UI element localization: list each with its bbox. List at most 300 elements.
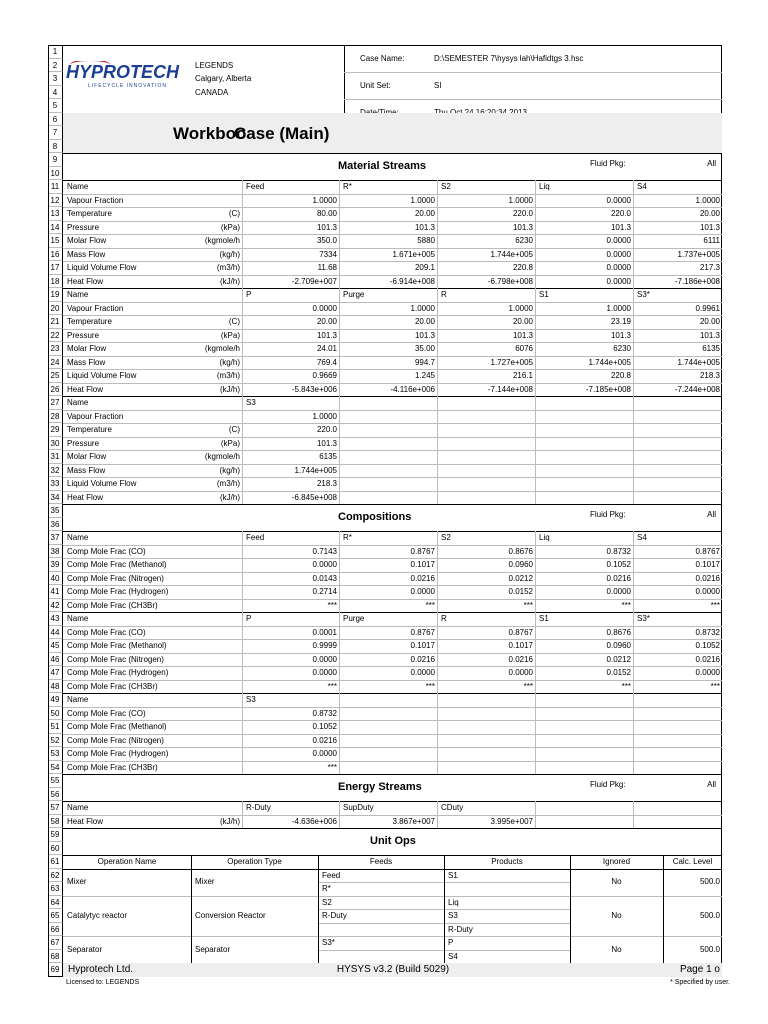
operation-ignored: No [611, 911, 622, 920]
property-label: Heat Flow [67, 492, 104, 502]
stream-name: R* [343, 182, 352, 191]
composition-value [633, 720, 722, 734]
stream-value [437, 477, 535, 491]
stream-value: 1.744e+005 [294, 465, 337, 475]
logo-tagline: LIFECYCLE INNOVATION [88, 82, 167, 89]
composition-value: 0.0000 [606, 587, 631, 596]
property-label: Liquid Volume Flow [67, 371, 137, 380]
composition-value [535, 747, 633, 761]
composition-value [437, 707, 535, 721]
stream-value: 11.68 [317, 263, 337, 272]
row-number: 13 [48, 207, 63, 221]
stream-name: S4 [637, 533, 647, 542]
row-label: Name [67, 182, 89, 191]
fluid-pkg-label: Fluid Pkg: [590, 159, 626, 169]
hyprotech-logo [66, 61, 186, 95]
stream-name: S3 [246, 695, 256, 704]
stream-value [535, 450, 633, 464]
row-number: 26 [48, 383, 63, 397]
composition-value [633, 707, 722, 721]
grid-line [191, 855, 192, 963]
row-number: 19 [48, 288, 63, 302]
row-number: 55 [48, 774, 63, 788]
property-label: Liquid Volume Flow [67, 479, 137, 488]
stream-value: 6230 [515, 236, 533, 245]
energy-stream-value [633, 815, 722, 829]
stream-name: S2 [441, 182, 451, 191]
row-number: 27 [48, 396, 63, 410]
composition-value: 0.0000 [695, 668, 720, 677]
operation-calc-level: 500.0 [699, 944, 720, 954]
energy-stream-name: SupDuty [343, 803, 374, 812]
operation-type: Separator [195, 944, 231, 954]
stream-value: 101.3 [699, 222, 720, 232]
composition-value: 0.1052 [312, 722, 337, 731]
composition-value: *** [621, 600, 631, 610]
stream-value [339, 410, 437, 424]
header-field-value: SI [434, 80, 442, 90]
operation-product: S3 [448, 911, 458, 920]
stream-value: 23.19 [610, 317, 631, 326]
workbook-sheet [48, 45, 730, 986]
stream-name: S4 [637, 182, 647, 191]
operation-calc-level: 500.0 [699, 911, 720, 920]
stream-value: 6111 [703, 236, 720, 245]
title-band [63, 113, 722, 154]
composition-value: 0.0000 [508, 668, 533, 677]
stream-value [339, 450, 437, 464]
property-label: Mass Flow [67, 357, 106, 367]
stream-name: S3* [637, 614, 650, 623]
stream-value [535, 464, 633, 478]
property-label: Molar Flow [67, 344, 107, 353]
company-line: Calgary, Alberta [195, 74, 252, 83]
row-number: 48 [48, 680, 63, 694]
property-unit: (C) [228, 209, 240, 218]
stream-value: 209.1 [414, 263, 435, 272]
logo-text: HYPROTECH [66, 61, 180, 82]
footer-right: Page 1 o [679, 964, 720, 975]
stream-value: 101.3 [610, 330, 631, 340]
stream-value: 101.3 [316, 222, 337, 232]
stream-value: 220.0 [316, 425, 337, 434]
composition-value: *** [327, 681, 337, 691]
composition-value: 0.8767 [695, 546, 720, 556]
composition-value [535, 707, 633, 721]
stream-value [437, 464, 535, 478]
stream-value: 80.00 [316, 209, 337, 218]
property-unit: (m3/h) [216, 479, 240, 488]
composition-value [633, 747, 722, 761]
stream-value: 20.00 [414, 317, 435, 326]
footer-center: HYSYS v3.2 (Build 5029) [336, 964, 450, 975]
energy-stream-name [635, 801, 720, 815]
stream-value [633, 423, 722, 437]
row-number: 67 [48, 936, 63, 950]
operation-feed [320, 923, 442, 937]
row-number: 47 [48, 666, 63, 680]
stream-name: Feed [246, 533, 265, 542]
composition-value: 0.0001 [312, 627, 337, 637]
row-number: 49 [48, 693, 63, 707]
property-label: Temperature [67, 425, 112, 434]
row-number: 58 [48, 815, 63, 829]
stream-name: S3* [637, 290, 650, 299]
fluid-pkg-label: Fluid Pkg: [590, 780, 626, 790]
property-unit: (kJ/h) [220, 816, 240, 826]
stream-name: S1 [539, 614, 549, 623]
composition-value: 0.9999 [312, 641, 337, 650]
grid-line [63, 153, 722, 154]
property-unit: (m3/h) [216, 371, 240, 380]
composition-label: Comp Mole Frac (Methanol) [67, 641, 167, 650]
stream-value: 1.245 [414, 371, 435, 380]
row-number: 60 [48, 842, 63, 856]
composition-label: Comp Mole Frac (CO) [67, 708, 146, 718]
composition-label: Comp Mole Frac (Hydrogen) [67, 749, 169, 758]
grid-line [63, 504, 722, 505]
company-line: CANADA [195, 87, 229, 97]
unit-ops-header: Feeds [369, 857, 393, 866]
operation-product: S4 [448, 951, 458, 961]
property-label: Heat Flow [67, 276, 104, 286]
composition-value: 0.1017 [508, 641, 533, 650]
row-number: 62 [48, 869, 63, 883]
property-label: Vapour Fraction [67, 303, 124, 313]
stream-value [437, 423, 535, 437]
composition-value [437, 761, 535, 775]
composition-value [535, 720, 633, 734]
row-number: 42 [48, 599, 63, 613]
operation-feed: Feed [322, 870, 341, 880]
stream-value: 0.9669 [312, 371, 337, 380]
stream-value: 350.0 [316, 236, 337, 245]
property-unit [188, 302, 242, 316]
stream-value: 216.1 [512, 371, 533, 380]
energy-stream-value: 3.995e+007 [490, 816, 533, 826]
property-label: Liquid Volume Flow [67, 263, 137, 272]
property-unit: (m3/h) [216, 263, 240, 272]
composition-value: 0.1017 [410, 560, 435, 569]
stream-value: 0.0000 [606, 276, 631, 286]
row-number: 22 [48, 329, 63, 343]
composition-value: *** [327, 762, 337, 772]
stream-value: 218.3 [699, 371, 720, 380]
row-number: 31 [48, 450, 63, 464]
energy-stream-value: -4.636e+006 [291, 816, 337, 826]
property-unit [188, 410, 242, 424]
composition-value: *** [621, 681, 631, 691]
row-number: 20 [48, 302, 63, 316]
composition-value [339, 747, 437, 761]
energy-stream-value: 3.867e+007 [392, 816, 435, 826]
composition-value: 0.8676 [508, 546, 533, 556]
stream-value: -5.843e+006 [291, 384, 337, 394]
stream-value: 20.00 [699, 317, 720, 326]
row-number: 54 [48, 761, 63, 775]
grid-line [570, 855, 571, 963]
stream-value: 1.727e+005 [490, 357, 533, 367]
property-unit: (kJ/h) [220, 276, 240, 286]
stream-name [341, 693, 435, 707]
operation-feed: R* [322, 884, 331, 893]
operation-name: Separator [67, 944, 103, 954]
unit-ops-header: Products [491, 857, 523, 866]
composition-value: 0.0143 [312, 573, 337, 583]
composition-value: *** [327, 600, 337, 610]
company-line: LEGENDS [195, 60, 234, 70]
grid-line [344, 72, 722, 73]
stream-value: 0.9961 [695, 303, 720, 313]
operation-feed [320, 950, 442, 964]
stream-value: 35.00 [414, 344, 435, 353]
stream-value: 101.3 [414, 222, 435, 232]
composition-value: 0.8676 [606, 627, 631, 637]
stream-value: 6135 [702, 344, 720, 353]
property-label: Vapour Fraction [67, 411, 124, 421]
row-number: 3 [48, 72, 63, 86]
stream-value [339, 477, 437, 491]
property-unit [188, 194, 242, 208]
row-number: 4 [48, 86, 63, 100]
property-label: Temperature [67, 317, 112, 326]
row-label: Name [67, 398, 89, 407]
energy-stream-name: CDuty [441, 803, 464, 812]
composition-value: 0.0152 [606, 668, 631, 677]
composition-value: 0.0216 [695, 573, 720, 583]
section-title-material-streams: Material Streams [338, 159, 427, 172]
row-number: 53 [48, 747, 63, 761]
row-number: 63 [48, 882, 63, 896]
stream-name: P [246, 290, 252, 299]
operation-feed: S2 [322, 897, 332, 907]
row-number: 8 [48, 140, 63, 154]
composition-label: Comp Mole Frac (Nitrogen) [67, 735, 164, 745]
unit-ops-header: Operation Name [97, 857, 157, 866]
row-number: 66 [48, 923, 63, 937]
specified-by-user: * Specified by user. [670, 978, 730, 986]
composition-label: Comp Mole Frac (Hydrogen) [67, 587, 169, 596]
composition-value: 0.0000 [312, 749, 337, 758]
grid-line [344, 99, 722, 100]
stream-name [341, 396, 435, 410]
composition-value: 0.0212 [606, 654, 631, 664]
row-number: 5 [48, 99, 63, 113]
row-label: Name [67, 290, 89, 299]
composition-value: 0.0000 [410, 587, 435, 596]
row-number: 21 [48, 315, 63, 329]
composition-value: *** [425, 681, 435, 691]
fluid-pkg-label: Fluid Pkg: [590, 510, 626, 520]
composition-value: 0.0216 [695, 654, 720, 664]
stream-name: Liq [539, 182, 550, 191]
property-unit: (kgmole/h [204, 452, 240, 461]
stream-value: 1.0000 [410, 195, 435, 205]
row-number: 32 [48, 464, 63, 478]
stream-value: 20.00 [316, 317, 337, 326]
stream-value: 994.7 [414, 357, 435, 367]
composition-value: 0.0216 [508, 654, 533, 664]
stream-value: 0.0000 [312, 303, 337, 313]
stream-value: 1.744e+005 [588, 357, 631, 367]
stream-value: 0.0000 [606, 195, 631, 205]
row-number: 17 [48, 261, 63, 275]
stream-value [535, 410, 633, 424]
row-number: 15 [48, 234, 63, 248]
row-label: Name [67, 803, 89, 812]
property-unit: (kg/h) [219, 357, 240, 367]
property-label: Temperature [67, 209, 112, 218]
composition-value: 0.0000 [410, 668, 435, 677]
stream-value: 1.0000 [312, 411, 337, 421]
stream-value: -2.709e+007 [291, 276, 337, 286]
composition-label: Comp Mole Frac (Nitrogen) [67, 654, 164, 664]
row-number: 39 [48, 558, 63, 572]
stream-value [339, 437, 437, 451]
unit-ops-header: Calc. Level [672, 857, 713, 866]
footer-left: Hyprotech Ltd. [68, 964, 134, 975]
stream-value: 1.0000 [508, 195, 533, 205]
row-label: Name [67, 614, 89, 623]
stream-name: R* [343, 533, 352, 542]
composition-value: 0.7143 [312, 546, 337, 556]
composition-value: 0.2714 [312, 587, 337, 596]
stream-value: 217.3 [699, 263, 720, 272]
row-number: 61 [48, 855, 63, 869]
stream-value [339, 491, 437, 505]
row-number: 30 [48, 437, 63, 451]
composition-label: Comp Mole Frac (Methanol) [67, 560, 167, 569]
operation-type: Mixer [195, 877, 215, 887]
property-unit: (kJ/h) [220, 384, 240, 394]
composition-label: Comp Mole Frac (CH3Br) [67, 681, 158, 691]
stream-value [339, 464, 437, 478]
row-number: 16 [48, 248, 63, 262]
row-number: 38 [48, 545, 63, 559]
composition-value: 0.0960 [508, 560, 533, 569]
workbook-title: Workboo [173, 124, 247, 143]
stream-value: 6076 [515, 344, 533, 353]
row-number: 1 [48, 45, 63, 59]
property-label: Heat Flow [67, 384, 104, 394]
operation-name: Catalytyc reactor [67, 911, 128, 920]
stream-value: 24.01 [316, 344, 337, 353]
row-number: 52 [48, 734, 63, 748]
composition-value: 0.1052 [606, 560, 631, 569]
composition-value [437, 720, 535, 734]
stream-value: -6.798e+008 [487, 276, 533, 286]
unit-ops-header: Operation Type [227, 857, 282, 866]
row-number: 65 [48, 909, 63, 923]
stream-name: S1 [539, 290, 549, 299]
operation-product: P [448, 938, 454, 947]
row-number: 37 [48, 531, 63, 545]
stream-name: R [441, 290, 447, 299]
stream-value [535, 437, 633, 451]
header-field-label: Case Name: [360, 53, 405, 63]
row-number: 12 [48, 194, 63, 208]
stream-value: 1.0000 [695, 195, 720, 205]
property-label: Pressure [67, 222, 100, 232]
row-number: 29 [48, 423, 63, 437]
stream-value: 220.8 [610, 371, 631, 380]
property-unit: (kgmole/h [204, 236, 240, 245]
property-unit: (kg/h) [219, 249, 240, 259]
stream-value [535, 423, 633, 437]
composition-value: *** [425, 600, 435, 610]
stream-name [439, 396, 533, 410]
composition-value: *** [710, 600, 720, 610]
operation-product: R-Duty [448, 924, 473, 934]
property-label: Pressure [67, 330, 100, 340]
composition-label: Comp Mole Frac (Hydrogen) [67, 668, 169, 677]
composition-value [339, 734, 437, 748]
stream-value [633, 477, 722, 491]
property-unit: (C) [228, 425, 240, 434]
composition-label: Comp Mole Frac (Nitrogen) [67, 573, 164, 583]
composition-value: 0.0000 [312, 668, 337, 677]
operation-product: Liq [448, 897, 459, 907]
stream-name: Liq [539, 533, 550, 542]
stream-value: 101.3 [512, 330, 533, 340]
stream-value: 101.3 [610, 222, 631, 232]
composition-value: 0.8767 [410, 627, 435, 637]
row-number: 41 [48, 585, 63, 599]
operation-feed: R-Duty [322, 911, 347, 920]
stream-name [439, 693, 533, 707]
stream-value [437, 450, 535, 464]
stream-value: 769.4 [316, 357, 337, 367]
row-number: 36 [48, 518, 63, 532]
stream-value: 5880 [417, 236, 435, 245]
stream-value: 0.0000 [606, 236, 631, 245]
energy-stream-name: R-Duty [246, 803, 271, 812]
row-label: Name [67, 695, 89, 704]
composition-value: *** [710, 681, 720, 691]
composition-value: 0.0216 [312, 735, 337, 745]
composition-value: 0.0212 [508, 573, 533, 583]
grid-line [663, 855, 664, 963]
stream-name [635, 396, 720, 410]
row-number: 35 [48, 504, 63, 518]
composition-value: 0.8732 [695, 627, 720, 637]
stream-value: 101.3 [512, 222, 533, 232]
operation-ignored: No [611, 944, 622, 954]
composition-value [535, 734, 633, 748]
stream-value [437, 410, 535, 424]
stream-value: -6.914e+008 [389, 276, 435, 286]
property-unit: (kPa) [220, 438, 240, 448]
row-number: 45 [48, 639, 63, 653]
property-label: Molar Flow [67, 236, 107, 245]
grid-line [318, 855, 319, 963]
operation-product [446, 882, 568, 896]
row-number: 33 [48, 477, 63, 491]
section-title-energy-streams: Energy Streams [338, 780, 422, 793]
row-number: 14 [48, 221, 63, 235]
composition-value: 0.1052 [695, 641, 720, 650]
stream-value [633, 491, 722, 505]
energy-stream-name [537, 801, 631, 815]
row-number: 24 [48, 356, 63, 370]
composition-value: *** [523, 681, 533, 691]
row-number: 7 [48, 126, 63, 140]
stream-value [633, 450, 722, 464]
property-label: Mass Flow [67, 465, 106, 475]
stream-value: 20.00 [512, 317, 533, 326]
row-number: 2 [48, 59, 63, 73]
row-number: 28 [48, 410, 63, 424]
